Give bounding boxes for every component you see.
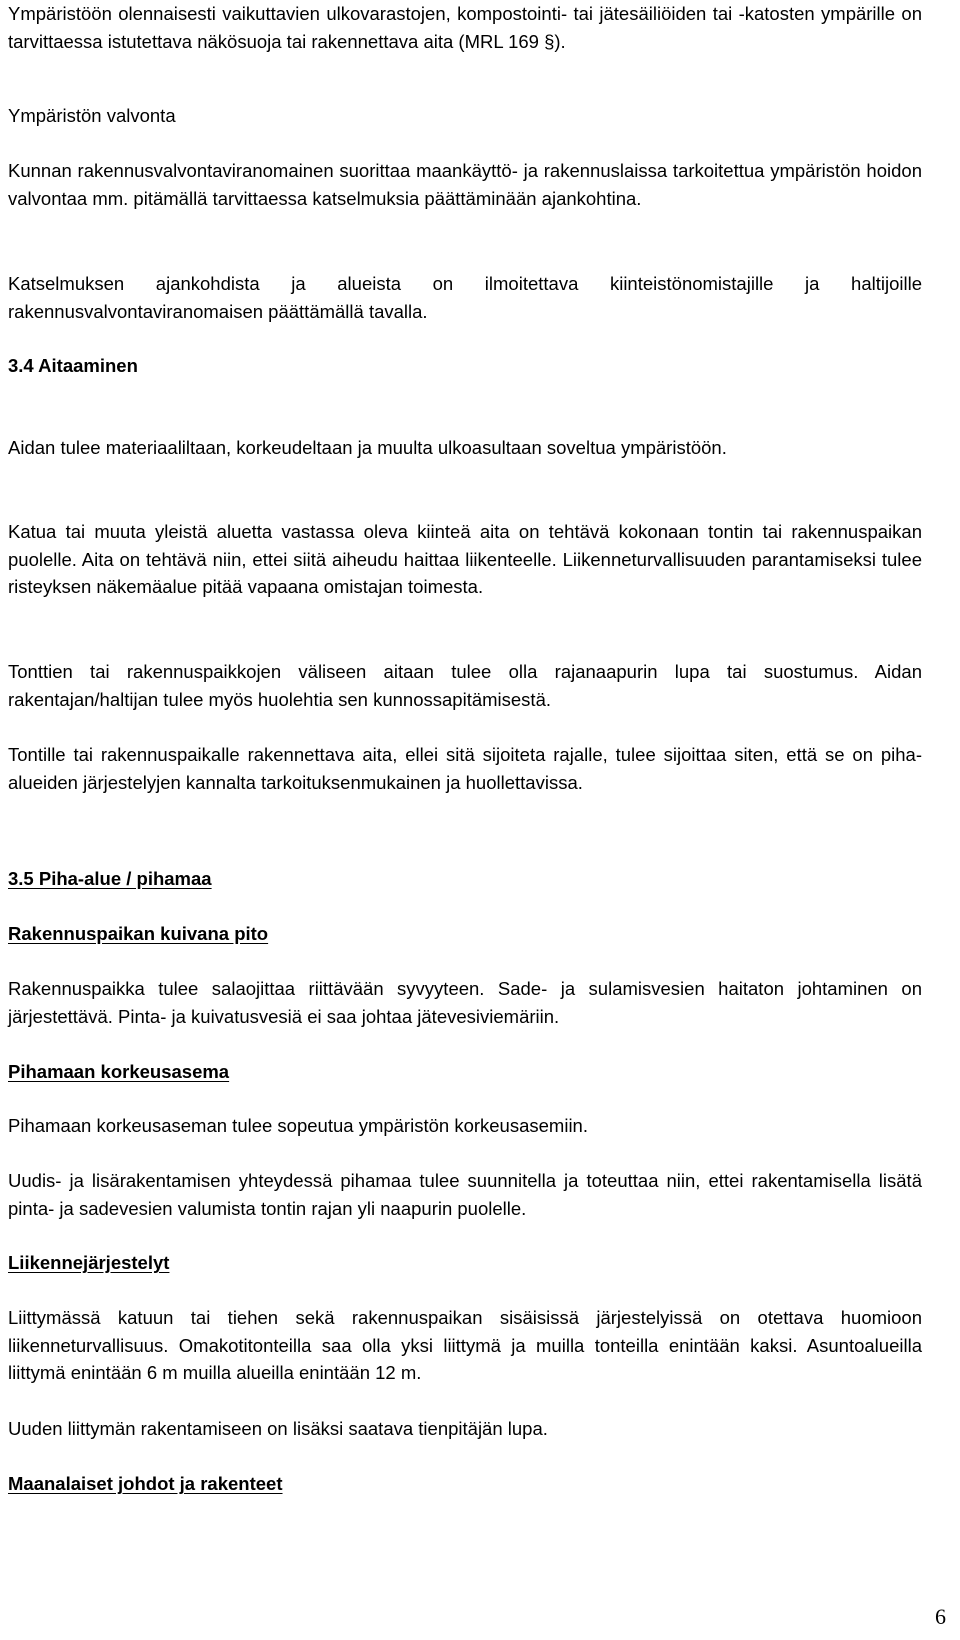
heading-kuivana-pito: Rakennuspaikan kuivana pito: [8, 923, 269, 944]
paragraph-katselmus: Katselmuksen ajankohdista ja alueista on ilmoitettava kiinteistönomistajille ja haltijoille rakennusvalvontaviranomaisen päättämällä tavalla.: [8, 273, 922, 322]
paragraph-valvonta: Kunnan rakennusvalvontaviranomainen suorittaa maankäyttö- ja rakennuslaissa tarkoitettua ympäristön hoidon valvontaa mm. pitämällä tarvittaessa katselmuksia päättäminään ajankohtina.: [8, 160, 922, 209]
paragraph-katu-aita: Katua tai muuta yleistä aluetta vastassa oleva kiinteä aita on tehtävä kokonaan tontin tai rakennuspaikan puolelle. Aita on tehtävä niin, ettei siitä aiheudu haittaa liikenteelle. Liikenneturvallisuuden parantamiseksi tulee risteyksen näkemäalue pitää vapaana omistajan toimesta.: [8, 521, 922, 597]
heading-maanalaiset-johdot: Maanalaiset johdot ja rakenteet: [8, 1473, 283, 1494]
paragraph-aidan-sijoitus: Tontille tai rakennuspaikalle rakennettava aita, ellei sitä sijoiteta rajalle, tulee sijoittaa siten, että se on piha-alueiden järjestelyjen kannalta tarkoituksenmukainen ja huollettavissa.: [8, 744, 922, 793]
paragraph-rajanaapuri: Tonttien tai rakennuspaikkojen väliseen aitaan tulee olla rajanaapurin lupa tai suostumus. Aidan rakentajan/haltijan tulee myös huolehtia sen kunnossapitämisestä.: [8, 661, 922, 710]
heading-korkeusasema: Pihamaan korkeusasema: [8, 1061, 230, 1082]
paragraph-liittyma: Liittymässä katuun tai tiehen sekä rakennuspaikan sisäisissä järjestelyissä on otettava huomioon liikenneturvallisuus. Omakotitonteilla saa olla yksi liittymä ja muilla tonteilla enintään kaksi. Asuntoalueilla liittymä enintään 6 m muilla alueilla enintään 12 m.: [8, 1307, 922, 1383]
paragraph-aidan-materiaali: Aidan tulee materiaaliltaan, korkeudeltaan ja muulta ulkoasultaan soveltua ympäristöön.: [8, 437, 727, 458]
heading-3-4-aitaaminen: 3.4 Aitaaminen: [8, 355, 138, 376]
paragraph-nakosuoja: Ympäristöön olennaisesti vaikuttavien ulkovarastojen, kompostointi- tai jätesäiliöiden tai -katosten ympärille on tarvittaessa istutettava näkösuoja tai rakennettava aita (MRL 169 §).: [8, 3, 922, 52]
paragraph-valuminen: Uudis- ja lisärakentamisen yhteydessä pihamaa tulee suunnitella ja toteuttaa niin, ettei rakentamisella lisätä pinta- ja sadevesien valumista tontin rajan yli naapurin puolelle.: [8, 1170, 922, 1219]
heading-ympariston-valvonta: Ympäristön valvonta: [8, 105, 176, 126]
paragraph-tienpitajan-lupa: Uuden liittymän rakentamiseen on lisäksi saatava tienpitäjän lupa.: [8, 1418, 548, 1439]
page-number: 6: [935, 1604, 946, 1629]
heading-3-5-piha-alue: 3.5 Piha-alue / pihamaa: [8, 868, 212, 889]
paragraph-korkeusasema: Pihamaan korkeusaseman tulee sopeutua ympäristön korkeusasemiin.: [8, 1115, 588, 1136]
heading-liikennejarjestelyt: Liikennejärjestelyt: [8, 1252, 170, 1273]
paragraph-salaojitus: Rakennuspaikka tulee salaojittaa riittävään syvyyteen. Sade- ja sulamisvesien haitaton johtaminen on järjestettävä. Pinta- ja kuivatusvesiä ei saa johtaa jätevesiviemäriin.: [8, 978, 922, 1027]
